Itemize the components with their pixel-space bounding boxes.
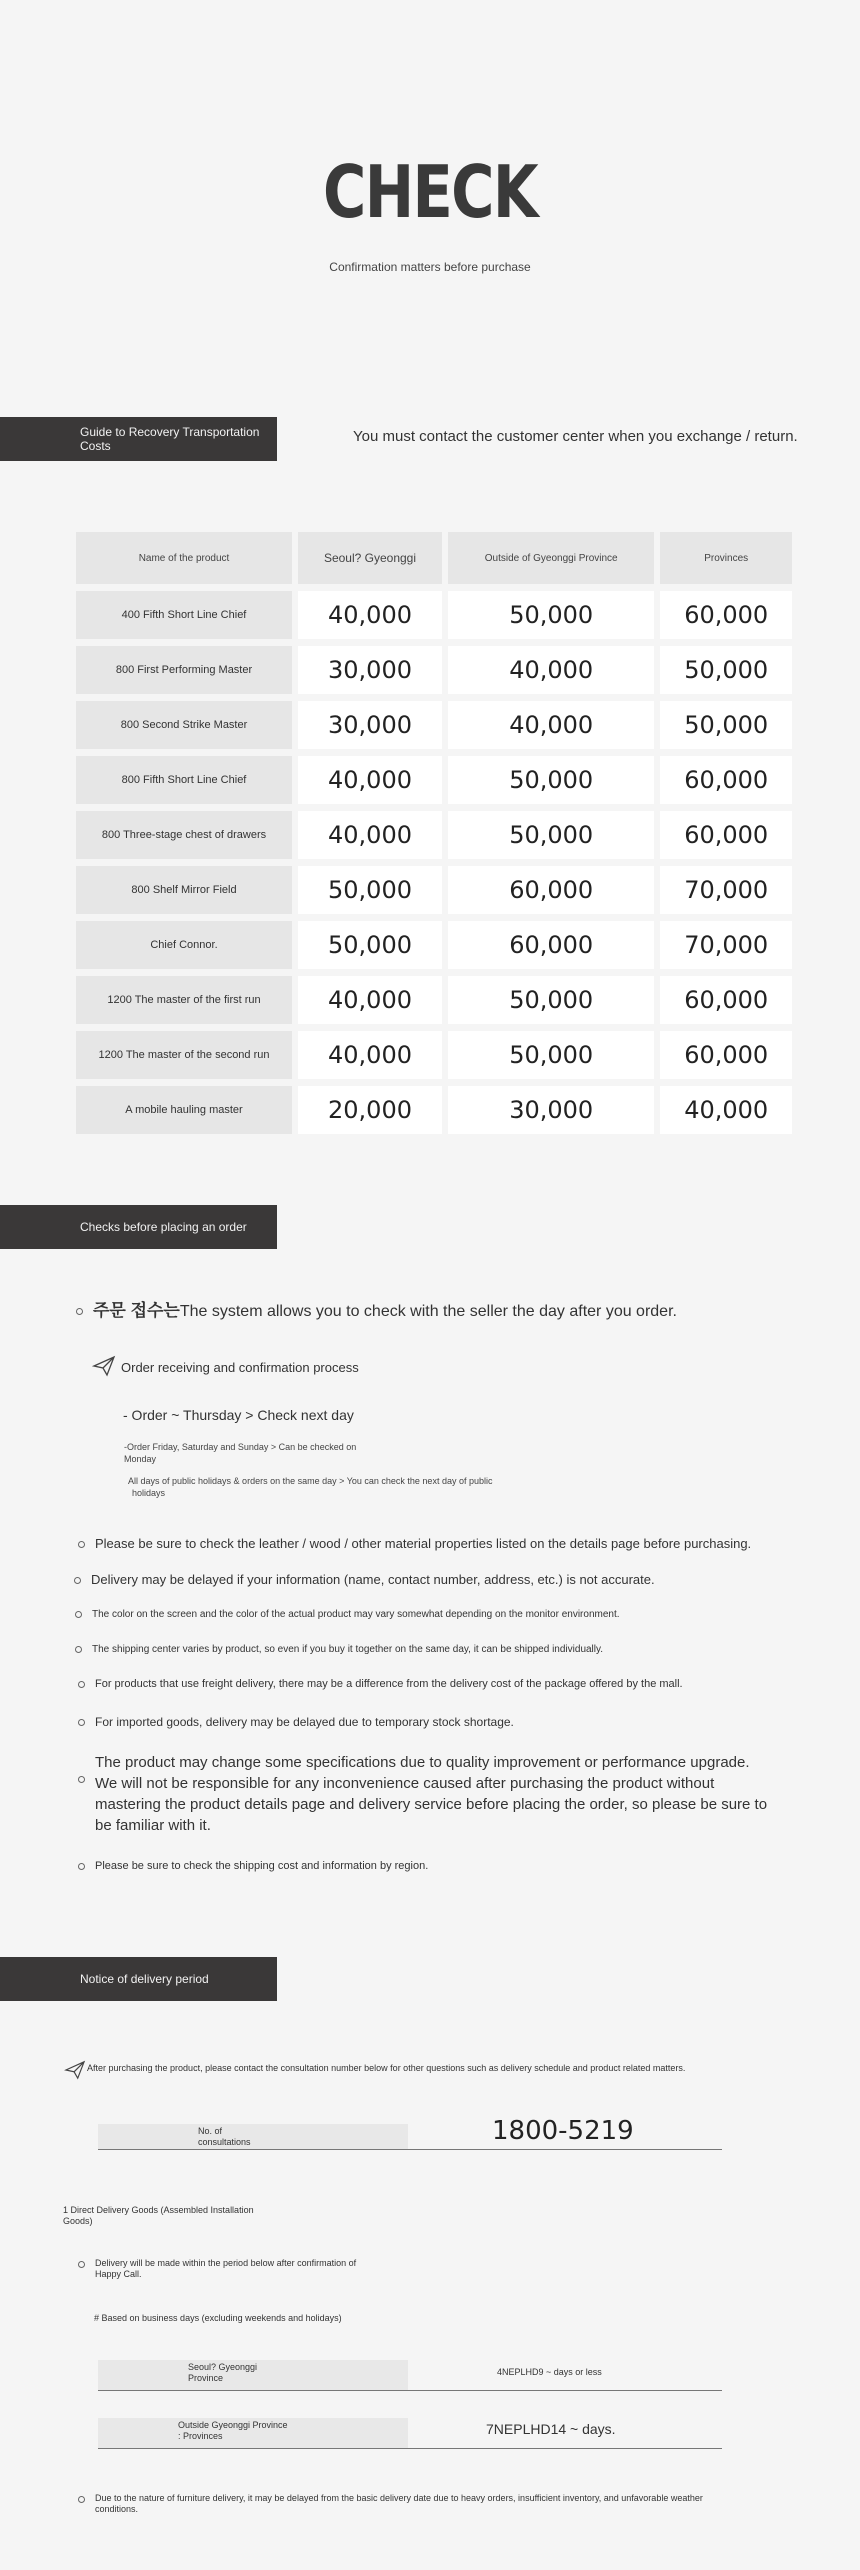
header-product-name: Name of the product	[76, 532, 292, 584]
divider	[98, 2448, 722, 2449]
list-item-text: For products that use freight delivery, there may be a difference from the delivery cost of the package offered by the mall.	[95, 1678, 683, 1690]
paper-plane-icon	[64, 2060, 86, 2080]
header-outside: Outside of Gyeonggi Province	[448, 532, 654, 584]
list-item	[74, 1572, 655, 1587]
order-reception-line	[76, 1296, 677, 1321]
seoul-cost-cell: 50,000	[298, 866, 442, 914]
happy-call-note	[78, 2258, 356, 2280]
page-title: CHECK	[323, 150, 537, 234]
seoul-cost-cell: 50,000	[298, 921, 442, 969]
table-row	[76, 756, 792, 804]
list-item-text: The color on the screen and the color of the actual product may vary somewhat depending on the monitor environment.	[92, 1609, 620, 1620]
outside-cost-cell: 50,000	[448, 591, 654, 639]
table-row	[76, 811, 792, 859]
list-item-text: Please be sure to check the shipping cost and information by region.	[95, 1860, 429, 1872]
product-name-cell: Chief Connor.	[76, 921, 292, 969]
footnote-b: conditions.	[95, 2504, 139, 2514]
delivery-bar-label: Notice of delivery period	[80, 1972, 209, 1986]
region2-label	[178, 2420, 288, 2442]
product-name-cell: 800 First Performing Master	[76, 646, 292, 694]
bullet-dot	[78, 2496, 85, 2503]
recovery-section-bar	[0, 417, 277, 461]
bullet-dot	[75, 1646, 82, 1653]
consultation-phone: 1800-5219	[492, 2116, 634, 2146]
product-name-cell: 800 Shelf Mirror Field	[76, 866, 292, 914]
region2-a: Outside Gyeonggi Province	[178, 2420, 288, 2430]
page-subtitle: Confirmation matters before purchase	[329, 260, 531, 274]
provinces-cost-cell: 50,000	[660, 646, 792, 694]
delivery-section-bar	[0, 1957, 277, 2001]
list-item-text: Please be sure to check the leather / wood / other material properties listed on the details page before purchasing.	[95, 1536, 752, 1551]
outside-cost-cell: 60,000	[448, 866, 654, 914]
bullet-dot	[78, 1863, 85, 1870]
region2-value: 7NEPLHD14 ~ days.	[486, 2421, 616, 2437]
bullet-dot	[74, 1577, 81, 1584]
footnote-a: Due to the nature of furniture delivery, it may be delayed from the basic delivery date due to heavy orders, insufficient inventory, and unfavorable weather	[95, 2493, 703, 2503]
table-row	[76, 701, 792, 749]
outside-cost-cell: 50,000	[448, 756, 654, 804]
provinces-cost-cell: 50,000	[660, 701, 792, 749]
header-provinces: Provinces	[660, 532, 792, 584]
consult-label-b: consultations	[198, 2137, 251, 2147]
bullet-dot	[78, 1541, 85, 1548]
product-name-cell: 800 Second Strike Master	[76, 701, 292, 749]
header-seoul: Seoul? Gyeonggi	[298, 532, 442, 584]
region2-b: : Provinces	[178, 2431, 223, 2441]
table-row	[76, 1086, 792, 1134]
outside-cost-cell: 50,000	[448, 811, 654, 859]
provinces-cost-cell: 60,000	[660, 1031, 792, 1079]
process-title: Order receiving and confirmation process	[121, 1360, 359, 1375]
outside-cost-cell: 40,000	[448, 701, 654, 749]
note-weekend-a: -Order Friday, Saturday and Sunday > Can be checked on	[124, 1442, 357, 1452]
list-item-text: The product may change some specifications due to quality improvement or performance upgrade. We will not be responsible for any inconvenience caused after purchasing the product without mastering the product details page and delivery service before placing the order, so please be sure to be familiar with it.	[95, 1754, 768, 1834]
product-name-cell: 1200 The master of the first run	[76, 976, 292, 1024]
bullet-dot	[78, 2261, 85, 2268]
outside-cost-cell: 50,000	[448, 1031, 654, 1079]
provinces-cost-cell: 70,000	[660, 866, 792, 914]
product-name-cell: 400 Fifth Short Line Chief	[76, 591, 292, 639]
list-item-text: Delivery may be delayed if your information (name, contact number, address, etc.) is not accurate.	[91, 1572, 655, 1587]
seoul-cost-cell: 40,000	[298, 976, 442, 1024]
product-name-cell: 800 Fifth Short Line Chief	[76, 756, 292, 804]
seoul-cost-cell: 30,000	[298, 701, 442, 749]
direct-delivery-b: Goods)	[63, 2216, 93, 2226]
list-item	[78, 1678, 683, 1690]
provinces-cost-cell: 60,000	[660, 756, 792, 804]
table-row	[76, 1031, 792, 1079]
seoul-cost-cell: 40,000	[298, 1031, 442, 1079]
list-item	[78, 1860, 428, 1872]
note-weekend-b: Monday	[124, 1454, 157, 1464]
process-note-holiday	[128, 1475, 492, 1499]
direct-delivery-a: 1 Direct Delivery Goods (Assembled Installation	[63, 2205, 254, 2215]
provinces-cost-cell: 70,000	[660, 921, 792, 969]
process-line: - Order ~ Thursday > Check next day	[123, 1407, 354, 1423]
outside-cost-cell: 60,000	[448, 921, 654, 969]
divider	[98, 2149, 722, 2150]
consult-label	[198, 2126, 251, 2148]
provinces-cost-cell: 60,000	[660, 591, 792, 639]
note-holiday-a: All days of public holidays & orders on the same day > You can check the next day of public	[128, 1476, 493, 1486]
exchange-return-notice: You must contact the customer center when you exchange / return.	[353, 428, 798, 445]
order-reception-en: The system allows you to check with the seller the day after you order.	[179, 1303, 677, 1320]
happy-call-a: Delivery will be made within the period below after confirmation of	[95, 2258, 357, 2268]
business-days-note: # Based on business days (excluding weekends and holidays)	[94, 2313, 342, 2323]
recovery-bar-line2: Costs	[80, 439, 111, 453]
region1-b: Province	[188, 2373, 224, 2383]
outside-cost-cell: 30,000	[448, 1086, 654, 1134]
region1-a: Seoul? Gyeonggi	[188, 2362, 258, 2372]
delivery-intro: After purchasing the product, please contact the consultation number below for other questions such as delivery schedule and product related matters.	[87, 2063, 686, 2073]
bullet-dot	[78, 1719, 85, 1726]
provinces-cost-cell: 60,000	[660, 811, 792, 859]
list-item	[75, 1609, 620, 1620]
table-row	[76, 921, 792, 969]
table-row	[76, 646, 792, 694]
list-item	[78, 1715, 514, 1729]
provinces-cost-cell: 60,000	[660, 976, 792, 1024]
list-item	[78, 1536, 751, 1551]
consult-label-a: No. of	[198, 2126, 223, 2136]
paper-plane-icon	[92, 1355, 116, 1377]
direct-delivery-heading	[63, 2205, 254, 2227]
bullet-dot	[78, 1776, 85, 1783]
table-row	[76, 976, 792, 1024]
table-row	[76, 866, 792, 914]
checks-bar-label: Checks before placing an order	[80, 1220, 247, 1234]
list-item-text: For imported goods, delivery may be delayed due to temporary stock shortage.	[95, 1715, 514, 1729]
seoul-cost-cell: 40,000	[298, 756, 442, 804]
seoul-cost-cell: 40,000	[298, 591, 442, 639]
recovery-bar-line1: Guide to Recovery Transportation	[80, 425, 260, 439]
recovery-cost-table	[70, 525, 798, 1141]
outside-cost-cell: 40,000	[448, 646, 654, 694]
consult-label-cell	[98, 2124, 408, 2149]
table-header-row	[76, 532, 792, 584]
list-item	[78, 1752, 768, 1836]
outside-cost-cell: 50,000	[448, 976, 654, 1024]
happy-call-b: Happy Call.	[95, 2269, 142, 2279]
seoul-cost-cell: 20,000	[298, 1086, 442, 1134]
bullet-dot	[78, 1681, 85, 1688]
bullet-dot	[76, 1308, 83, 1315]
provinces-cost-cell: 40,000	[660, 1086, 792, 1134]
note-holiday-b: holidays	[132, 1488, 166, 1498]
list-item-text: The shipping center varies by product, so even if you buy it together on the same day, it can be shipped individually.	[92, 1644, 604, 1655]
product-name-cell: A mobile hauling master	[76, 1086, 292, 1134]
seoul-cost-cell: 40,000	[298, 811, 442, 859]
checks-section-bar	[0, 1205, 277, 1249]
region1-label	[188, 2362, 257, 2384]
product-name-cell: 800 Three-stage chest of drawers	[76, 811, 292, 859]
region1-value: 4NEPLHD9 ~ days or less	[497, 2367, 602, 2377]
divider	[98, 2390, 722, 2391]
delivery-footnote	[78, 2493, 703, 2515]
table-row	[76, 591, 792, 639]
order-reception-kr: 주문 접수는	[93, 1301, 180, 1320]
bullet-dot	[75, 1611, 82, 1618]
process-note-weekend	[124, 1441, 356, 1465]
seoul-cost-cell: 30,000	[298, 646, 442, 694]
product-name-cell: 1200 The master of the second run	[76, 1031, 292, 1079]
list-item	[75, 1644, 603, 1655]
